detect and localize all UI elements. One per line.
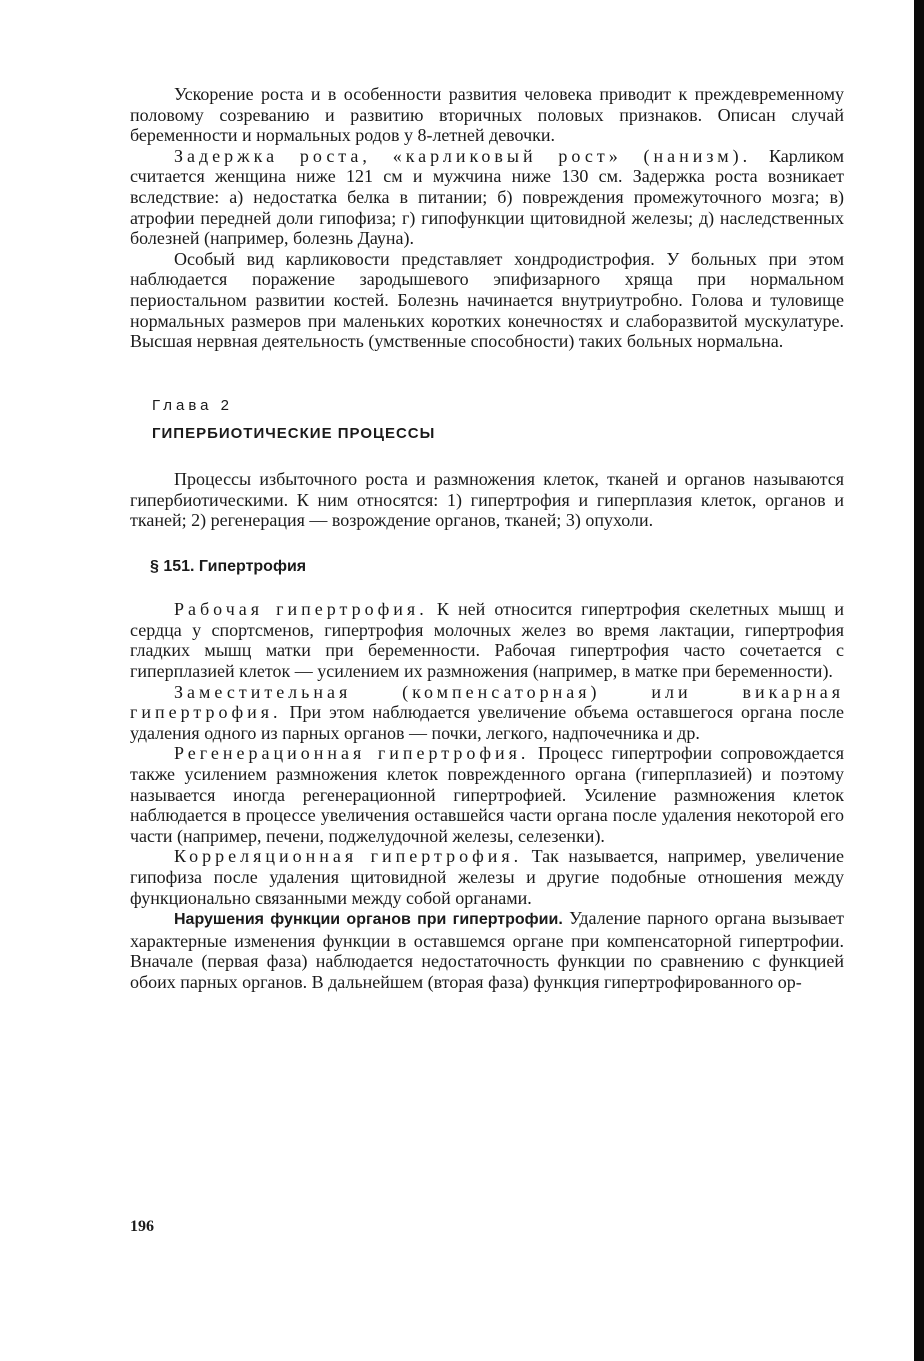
paragraph-text: Ускорение роста и в особенности развития человека приводит к преждевременному половому созреванию и развитию вторичных половых признаков. Описан случай беременности и нормальных родов у 8-летней девочки. (130, 84, 844, 146)
paragraph-work-hypertrophy (130, 599, 844, 681)
paragraph-chondrodystrophy (130, 249, 844, 352)
page-number: 196 (130, 1218, 154, 1235)
paragraph-text: Карликом считается женщина ниже 121 см и мужчина ниже 130 см. Задержка роста возникает вследствие: а) недостатка белка в питании; б) повреждения промежуточного мозга; в) атрофии передней доли гипофиза; г) гипофункции щитовидной железы; д) наследственных болезней (например, болезнь Дауна). (130, 145, 845, 249)
paragraph-text: Удаление парного органа вызывает характерные изменения функции в оставшемся органе при компенсаторной гипертрофии. Вначале (первая фаза) наблюдается недостаточность функции по сравнению с функцией обоих парных органов. В дальнейшем (вторая фаза) функция гипертрофированного ор- (130, 908, 844, 992)
paragraph-text: К ней относится гипертрофия скелетных мышц и сердца у спортсменов, гипертрофия молочных желез во время лактации, гипертрофия гладких мышц матки при беременности. Рабочая гипертрофия часто сочетается с гиперплазией клеток — усилением их размножения (например, в матке при беременности). (130, 599, 844, 682)
paragraph-text: Процесс гипертрофии сопровождается также усилением размножения клеток поврежденного органа (гиперплазией) и поэтому называется иногда регенерационной гипертрофией. Усиление размножения клеток наблюдается в процессе увеличения оставшейся части органа после удаления некоторой его части (например, печени, поджелудочной железы, селезенки). (130, 743, 844, 846)
section-body (130, 599, 844, 992)
paragraph-correlation-hypertrophy (130, 846, 844, 908)
paragraph-regeneration-hypertrophy (130, 743, 844, 846)
paragraph-growth-delay (130, 146, 844, 249)
paragraph-text: Особый вид карликовости представляет хондродистрофия. У больных при этом наблюдается поражение зародышевого эпифизарного хряща при нормальном периостальном развитии костей. Болезнь начинается внутриутробно. Голова и туловище нормальных размеров при маленьких коротких конечностях и слаборазвитой мускулатуре. Высшая нервная деятельность (умственные способности) таких больных нормальна. (130, 248, 844, 352)
chapter-title: ГИПЕРБИОТИЧЕСКИЕ ПРОЦЕССЫ (152, 425, 436, 443)
chapter-intro: Процессы избыточного роста и размножения клеток, тканей и органов называются гипербиотическими. К ним относятся: 1) гипертрофия и гиперплазия клеток, органов и тканей; 2) регенерация — возрождение органов, тканей; 3) опухоли. (130, 468, 844, 531)
section-title: § 151. Гипертрофия (150, 557, 307, 575)
spaced-term: Заместительная (компенсаторная) или викарная гипертрофия. (130, 681, 844, 723)
paragraph-text: При этом наблюдается увеличение объема оставшегося органа после удаления одного из парных органов — почки, легкого, надпочечника и др. (130, 702, 844, 743)
scan-edge-bar (914, 0, 924, 1361)
bold-term: Нарушения функции органов при гипертрофии. (174, 911, 563, 929)
paragraph-growth-acceleration (130, 84, 844, 146)
spaced-term: Регенерационная гипертрофия. (174, 743, 530, 764)
chapter-label: Глава 2 (152, 396, 234, 414)
page-body (130, 84, 844, 993)
paragraph-compensatory-hypertrophy (130, 682, 844, 744)
spaced-term: Рабочая гипертрофия. (174, 599, 428, 620)
spaced-term: Корреляционная гипертрофия. (174, 846, 523, 867)
spaced-term: Задержка роста, «карликовый рост» (нанизм). (174, 145, 752, 166)
paragraph-function-disorders (130, 908, 844, 992)
paragraph-text: Так называется, например, увеличение гипофиза после удаления щитовидной железы и другие подобные отношения между функционально связанными между собой органами. (130, 846, 844, 908)
